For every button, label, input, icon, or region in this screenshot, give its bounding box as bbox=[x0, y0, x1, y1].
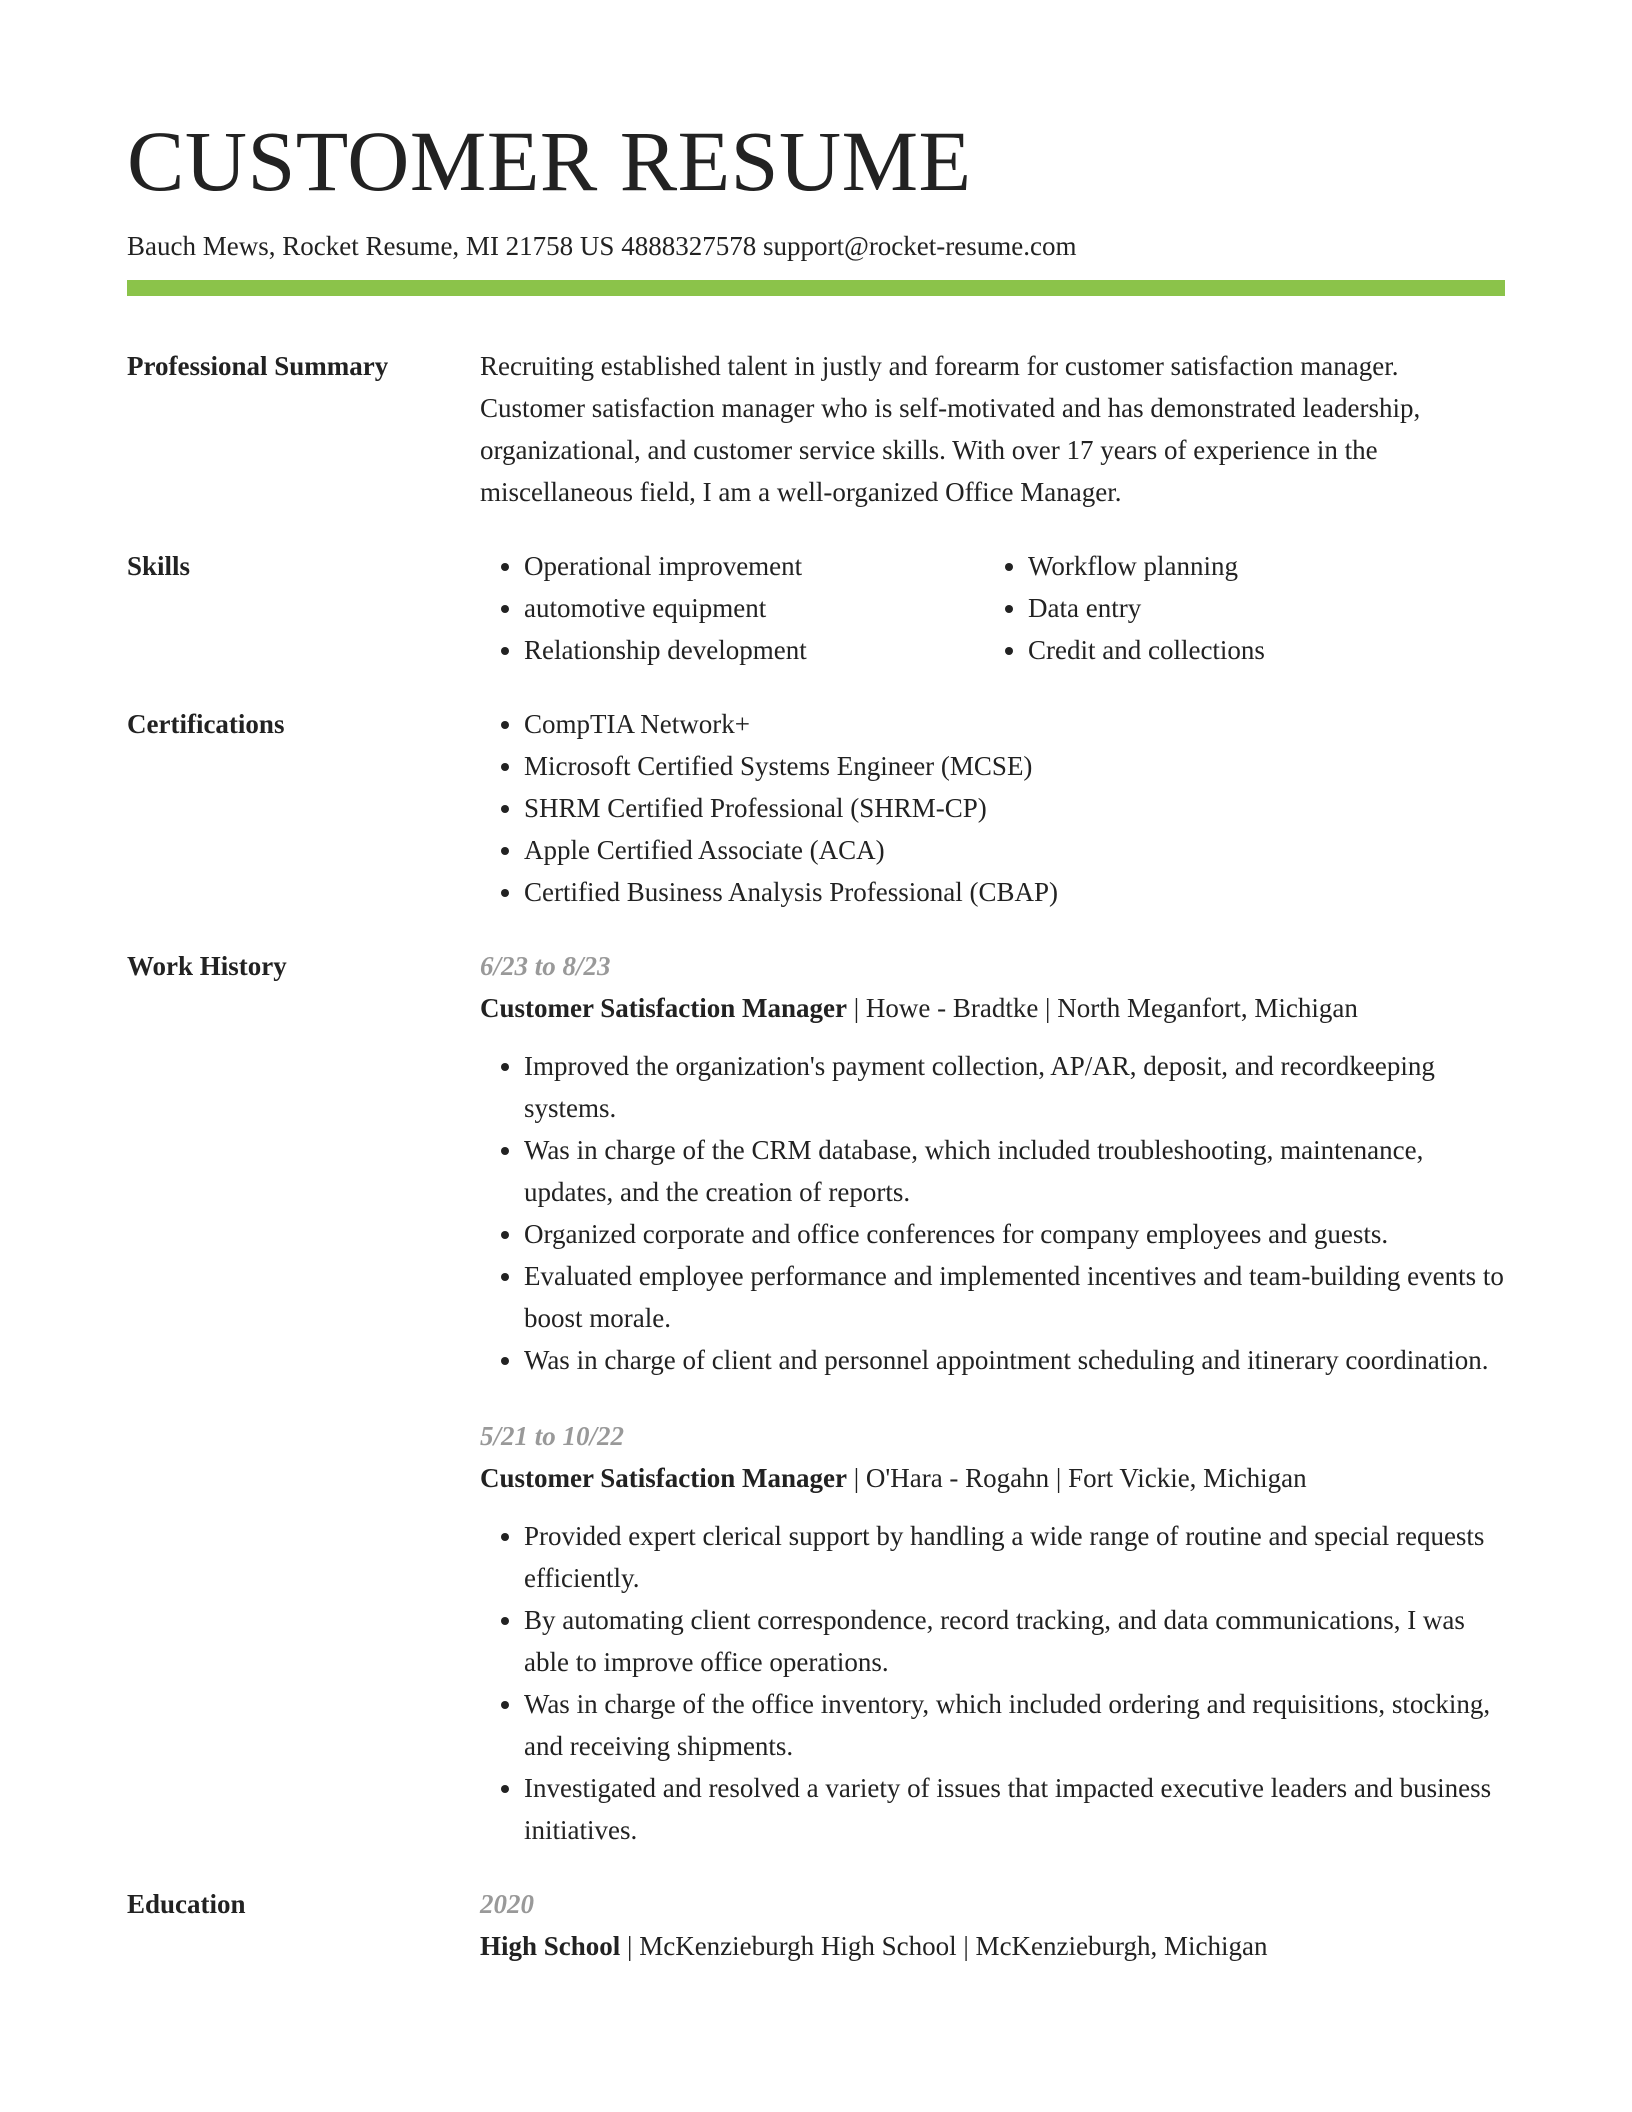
skill-item: • Credit and collections bbox=[1028, 629, 1488, 671]
certification-item: • CompTIA Network+ bbox=[524, 703, 1505, 745]
certification-item: • Apple Certified Associate (ACA) bbox=[524, 829, 1505, 871]
accent-divider bbox=[127, 280, 1505, 296]
job-dates: 6/23 to 8/23 bbox=[480, 951, 611, 982]
skill-item: • Relationship development bbox=[524, 629, 984, 671]
section-label-education: Education bbox=[127, 1889, 246, 1920]
job-employer-location: | O'Hara - Rogahn | Fort Vickie, Michigan bbox=[846, 1463, 1307, 1494]
job-bullet: • Was in charge of the CRM database, which included troubleshooting, maintenance, updates, and the creation of reports. bbox=[524, 1129, 1505, 1213]
job-bullet: • By automating client correspondence, record tracking, and data communications, I was able to improve office operations. bbox=[524, 1599, 1505, 1683]
skills-column-2 bbox=[984, 545, 1488, 671]
summary-section bbox=[127, 345, 1505, 513]
certification-item: • Certified Business Analysis Professional (CBAP) bbox=[524, 871, 1505, 913]
certifications-body bbox=[480, 703, 1505, 913]
certification-item: • Microsoft Certified Systems Engineer (MCSE) bbox=[524, 745, 1505, 787]
job-bullets bbox=[480, 1045, 1505, 1381]
work-history-body bbox=[480, 945, 1505, 1851]
job-title: Customer Satisfaction Manager bbox=[480, 993, 847, 1024]
job-bullet: • Was in charge of client and personnel appointment scheduling and itinerary coordination. bbox=[524, 1339, 1505, 1381]
education-degree: High School bbox=[480, 1931, 621, 1962]
education-heading bbox=[480, 1925, 1505, 1967]
job-entry bbox=[480, 1415, 1505, 1851]
section-label-summary: Professional Summary bbox=[127, 351, 389, 382]
section-label-work-history: Work History bbox=[127, 951, 287, 982]
contact-line: Bauch Mews, Rocket Resume, MI 21758 US 4888327578 support@rocket-resume.com bbox=[127, 231, 1077, 261]
job-bullet: • Organized corporate and office conferences for company employees and guests. bbox=[524, 1213, 1505, 1255]
job-entry bbox=[480, 945, 1505, 1381]
job-bullet: • Provided expert clerical support by handling a wide range of routine and special requests efficiently. bbox=[524, 1515, 1505, 1599]
education-date: 2020 bbox=[480, 1889, 534, 1920]
job-title: Customer Satisfaction Manager bbox=[480, 1463, 847, 1494]
job-heading bbox=[480, 987, 1505, 1029]
section-label-skills: Skills bbox=[127, 551, 191, 582]
summary-text: Recruiting established talent in justly and forearm for customer satisfaction manager. Customer satisfaction manager who is self-motivated and has demonstrated leadership, organizational, and customer service skills. With over 17 years of experience in the miscellaneous field, I am a well-organized Office Manager. bbox=[480, 351, 1421, 508]
work-history-section bbox=[127, 945, 1505, 1851]
certifications-list bbox=[480, 703, 1505, 913]
job-bullet: • Was in charge of the office inventory, which included ordering and requisitions, stocking, and receiving shipments. bbox=[524, 1683, 1505, 1767]
skills-column-1 bbox=[480, 545, 984, 671]
job-bullet: • Improved the organization's payment collection, AP/AR, deposit, and recordkeeping systems. bbox=[524, 1045, 1505, 1129]
job-dates: 5/21 to 10/22 bbox=[480, 1421, 625, 1452]
skill-item: • Workflow planning bbox=[1028, 545, 1488, 587]
certifications-section bbox=[127, 703, 1505, 913]
resume-title: CUSTOMER RESUME bbox=[127, 113, 972, 209]
job-bullet: • Evaluated employee performance and implemented incentives and team-building events to boost morale. bbox=[524, 1255, 1505, 1339]
section-label-certifications: Certifications bbox=[127, 709, 285, 740]
skill-item: • Operational improvement bbox=[524, 545, 984, 587]
education-section bbox=[127, 1883, 1505, 1967]
education-school-location: | McKenzieburgh High School | McKenzieburgh, Michigan bbox=[620, 1931, 1268, 1962]
education-body bbox=[480, 1883, 1505, 1967]
skills-section bbox=[127, 545, 1505, 671]
skill-item: • automotive equipment bbox=[524, 587, 984, 629]
job-bullets bbox=[480, 1515, 1505, 1851]
skill-item: • Data entry bbox=[1028, 587, 1488, 629]
job-employer-location: | Howe - Bradtke | North Meganfort, Michigan bbox=[846, 993, 1358, 1024]
job-heading bbox=[480, 1457, 1505, 1499]
job-bullet: • Investigated and resolved a variety of issues that impacted executive leaders and business initiatives. bbox=[524, 1767, 1505, 1851]
skills-list bbox=[480, 545, 1505, 671]
certification-item: • SHRM Certified Professional (SHRM-CP) bbox=[524, 787, 1505, 829]
